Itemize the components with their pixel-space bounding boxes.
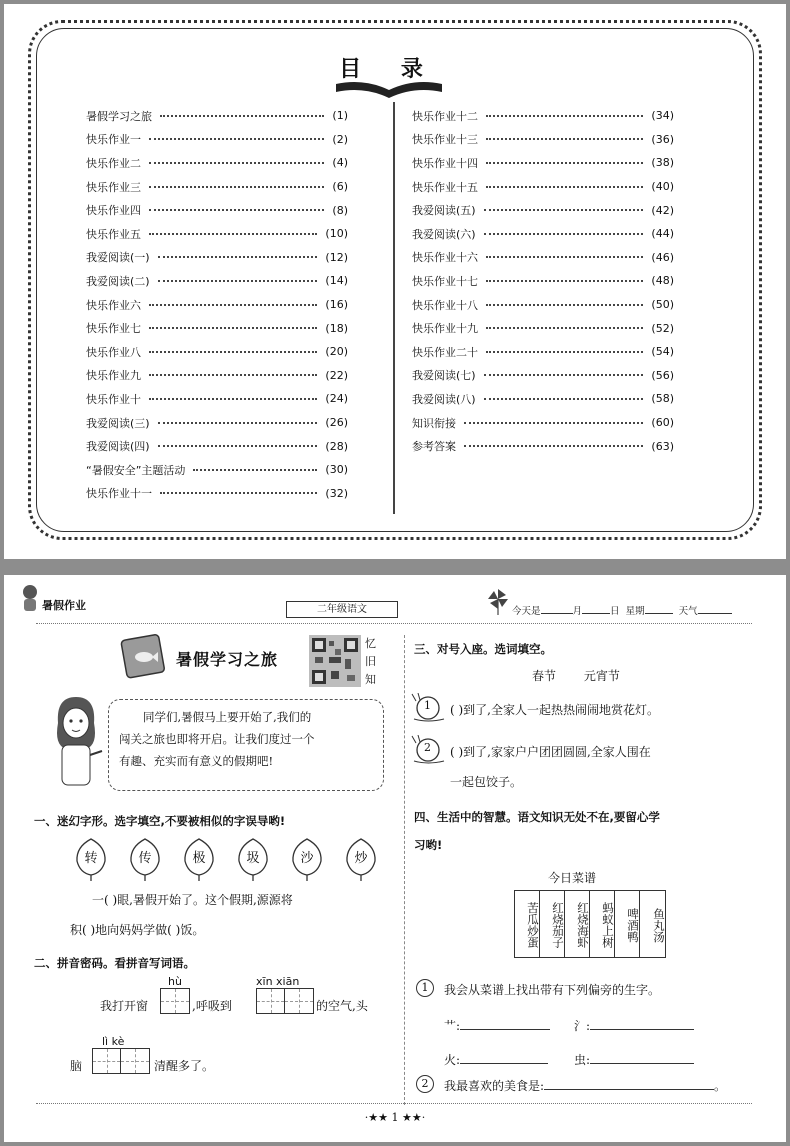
question-2-title: 二、拼音密码。看拼音写词语。 [34, 956, 195, 970]
toc-entry[interactable] [412, 175, 674, 199]
month-label: 月 [572, 606, 583, 617]
weekday-blank[interactable] [645, 604, 673, 614]
question-4-title: 四、生活中的智慧。语文知识无处不在,要留心学 [414, 810, 660, 824]
toc-leader-dots [486, 304, 643, 306]
toc-entry-page: (1) [332, 109, 348, 123]
leaf-char: 圾 [246, 851, 260, 866]
radical-water-row[interactable] [574, 1017, 694, 1034]
toc-entry[interactable] [412, 104, 674, 128]
toc-entry-title: 快乐作业六 [86, 298, 141, 312]
q3-item-1-number: 1 [424, 699, 431, 712]
toc-entry-page: (42) [651, 203, 674, 217]
toc-entry[interactable] [412, 364, 674, 388]
leaf-char-card[interactable] [344, 837, 378, 881]
toc-entry[interactable] [86, 246, 348, 270]
radical-grass-blank[interactable] [460, 1018, 550, 1030]
weather-label: 天气 [678, 606, 698, 617]
toc-entry[interactable] [86, 269, 348, 293]
toc-entry-title: 我爱阅读(六) [412, 227, 476, 241]
toc-entry[interactable] [86, 411, 348, 435]
toc-entry-page: (2) [332, 132, 348, 146]
toc-entry-page: (46) [651, 250, 674, 264]
radical-fire-blank[interactable] [460, 1052, 548, 1064]
radical-insect-row[interactable] [574, 1051, 694, 1068]
q3-item-2-cont: 一起包饺子。 [450, 775, 523, 789]
menu-dish: 鱼丸汤 [652, 907, 666, 943]
favorite-food-blank[interactable] [544, 1078, 714, 1090]
toc-leader-dots [149, 398, 317, 400]
toc-entry-title: 快乐作业十七 [412, 274, 478, 288]
toc-entry[interactable] [412, 151, 674, 175]
qr-code[interactable] [309, 635, 361, 687]
brand-title: 暑假作业 [42, 599, 86, 612]
leaf-char-card[interactable] [290, 837, 324, 881]
toc-entry-page: (26) [325, 416, 348, 430]
toc-entry[interactable] [86, 175, 348, 199]
toc-leader-dots [193, 469, 317, 471]
pinyin-like: lì kè [102, 1035, 125, 1048]
question-3-title: 三、对号入座。选词填空。 [414, 642, 552, 656]
menu-dish: 啤酒鸭 [615, 891, 640, 957]
toc-entry-page: (18) [325, 321, 348, 335]
toc-leader-dots [484, 233, 644, 235]
toc-entry-page: (50) [651, 298, 674, 312]
toc-entry[interactable] [412, 222, 674, 246]
toc-entry-title: 快乐作业三 [86, 180, 141, 194]
toc-entry-page: (40) [651, 180, 674, 194]
toc-page [4, 4, 786, 559]
toc-leader-dots [149, 138, 324, 140]
toc-entry-title: 快乐作业八 [86, 345, 141, 359]
page-header [4, 575, 786, 623]
page-footer [4, 1103, 786, 1133]
toc-entry-page: (48) [651, 274, 674, 288]
workbook-page [4, 575, 786, 1142]
leaf-char: 传 [138, 851, 152, 866]
toc-entry-title: 暑假学习之旅 [86, 109, 152, 123]
write-grid-hu[interactable] [160, 988, 190, 1014]
toc-entry-page: (52) [651, 321, 674, 335]
q4-sub-2: 我最喜欢的美食是: [444, 1079, 545, 1093]
weekday-label: 星期 [625, 606, 645, 617]
toc-entry-page: (32) [325, 486, 348, 500]
pinwheel-icon [488, 589, 508, 615]
toc-entry[interactable] [86, 387, 348, 411]
toc-entry-title: 快乐作业二十 [412, 345, 478, 359]
toc-leader-dots [158, 422, 318, 424]
toc-leader-dots [486, 186, 643, 188]
toc-leader-dots [158, 445, 318, 447]
toc-leader-dots [160, 492, 317, 494]
toc-leader-dots [149, 374, 317, 376]
toc-leader-dots [484, 398, 644, 400]
q1-sentence-1[interactable]: 一( )眼,暑假开始了。这个假期,源源将 [92, 893, 293, 907]
question-4-title-cont: 习哟! [414, 838, 443, 852]
menu-title: 今日菜谱 [548, 871, 597, 885]
toc-entry-page: (30) [325, 463, 348, 477]
toc-entry[interactable] [86, 293, 348, 317]
toc-entry-page: (56) [651, 368, 674, 382]
today-label: 今天是 [512, 606, 541, 617]
circle-number-2: 2 [416, 1075, 434, 1093]
toc-entry[interactable] [412, 434, 674, 458]
toc-leader-dots [484, 209, 644, 211]
question-1-title: 一、迷幻字形。选字填空,不要被相似的字误导哟! [34, 814, 286, 828]
toc-entry-page: (16) [325, 298, 348, 312]
toc-entry[interactable] [86, 458, 348, 482]
leaf-char-card[interactable] [182, 837, 216, 881]
toc-entry[interactable] [412, 246, 674, 270]
leaf-char: 炒 [354, 851, 368, 866]
toc-entry-page: (8) [332, 203, 348, 217]
toc-entry-page: (10) [325, 227, 348, 241]
toc-leader-dots [486, 256, 643, 258]
toc-entry[interactable] [86, 128, 348, 152]
toc-entry[interactable] [86, 482, 348, 506]
toc-entry-title: 快乐作业十四 [412, 156, 478, 170]
leaf-char: 极 [192, 851, 206, 866]
toc-entry[interactable] [412, 411, 674, 435]
page-number-value: 1 [391, 1111, 399, 1124]
toc-entry[interactable] [412, 340, 674, 364]
radical-grass-row[interactable] [444, 1017, 550, 1034]
toc-entry[interactable] [412, 293, 674, 317]
girl-illustration [46, 693, 106, 789]
toc-leader-dots [160, 115, 324, 117]
q4-sub-2-row[interactable]: 我最喜欢的美食是: 。 [444, 1079, 727, 1093]
leaf-char-card[interactable] [128, 837, 162, 881]
toc-entry[interactable] [86, 434, 348, 458]
toc-leader-dots [464, 422, 643, 424]
toc-entry-title: 快乐作业五 [86, 227, 141, 241]
leaf-char: 沙 [300, 851, 314, 866]
toc-entry-title: 我爱阅读(三) [86, 416, 150, 430]
leaf-char: 转 [84, 851, 98, 866]
leaf-char-card[interactable] [236, 837, 270, 881]
fish-book-icon [120, 633, 168, 679]
day-blank[interactable] [582, 604, 610, 614]
toc-leader-dots [484, 374, 644, 376]
toc-leader-dots [486, 351, 643, 353]
toc-entry-page: (24) [325, 392, 348, 406]
pinyin-hu: hù [168, 975, 182, 988]
toc-leader-dots [149, 351, 317, 353]
toc-entry-title: 快乐作业十九 [412, 322, 478, 336]
radical-fire: 火: [444, 1053, 461, 1067]
toc-entry-title: “暑假安全”主题活动 [86, 463, 186, 477]
q3-item-2-number: 2 [424, 741, 431, 754]
toc-entry[interactable] [412, 198, 674, 222]
toc-entry-title: 快乐作业十五 [412, 180, 478, 194]
toc-entry[interactable] [412, 128, 674, 152]
toc-leader-dots [149, 233, 317, 235]
q2-part-3: 的空气,头 [316, 999, 368, 1013]
toc-entry-page: (20) [325, 345, 348, 359]
toc-entry-page: (44) [651, 227, 674, 241]
qr-label: 忆旧知 [365, 637, 376, 686]
q4-sub-2-number [416, 1075, 434, 1093]
toc-leader-dots [149, 186, 324, 188]
word-choices: 春节 元宵节 [532, 669, 620, 683]
toc-column-divider [393, 102, 395, 514]
toc-entry-title: 快乐作业四 [86, 204, 141, 218]
toc-entry-title: 我爱阅读(七) [412, 369, 476, 383]
toc-leader-dots [486, 162, 643, 164]
toc-leader-dots [486, 327, 643, 329]
toc-leader-dots [149, 304, 317, 306]
toc-entry-title: 知识衔接 [412, 416, 456, 430]
toc-entry[interactable] [412, 269, 674, 293]
toc-entry-title: 我爱阅读(二) [86, 274, 150, 288]
toc-entry-page: (28) [325, 439, 348, 453]
toc-entry-page: (22) [325, 368, 348, 382]
toc-entry-title: 快乐作业十三 [412, 133, 478, 147]
toc-entry-page: (60) [651, 416, 674, 430]
write-grid-like[interactable] [92, 1048, 150, 1074]
footer-rule [36, 1103, 752, 1104]
toc-entry-title: 参考答案 [412, 440, 456, 454]
toc-entry-page: (36) [651, 132, 674, 146]
radical-insect-blank[interactable] [590, 1052, 694, 1064]
toc-entry-page: (12) [325, 250, 348, 264]
toc-entry-title: 快乐作业十二 [412, 109, 478, 123]
radical-fire-row[interactable] [444, 1051, 548, 1068]
toc-entry[interactable] [86, 316, 348, 340]
toc-entry[interactable] [86, 222, 348, 246]
grade-label: 二年级语文 [286, 601, 398, 618]
toc-entry-title: 快乐作业十六 [412, 251, 478, 265]
header-rule [36, 623, 752, 624]
lesson-title: 暑假学习之旅 [176, 650, 279, 669]
open-book-icon [334, 80, 444, 104]
radical-water-blank[interactable] [590, 1018, 694, 1030]
toc-entry-page: (38) [651, 156, 674, 170]
day-label: 日 [610, 606, 620, 617]
intro-line-1: 同学们,暑假马上要开始了,我们的 [143, 710, 312, 724]
menu-dish: 红烧茄子 [540, 891, 565, 957]
toc-entry-page: (58) [651, 392, 674, 406]
page-number: ·★★ 1 ★★· [364, 1111, 426, 1124]
menu-dish: 苦瓜炒蛋 [515, 891, 540, 957]
toc-entry-page: (54) [651, 345, 674, 359]
radical-water: 氵: [574, 1019, 591, 1033]
toc-entry-title: 我爱阅读(一) [86, 251, 150, 265]
date-weather-bar [512, 603, 732, 617]
toc-leader-dots [149, 327, 317, 329]
toc-entry-title: 我爱阅读(四) [86, 440, 150, 454]
q2-part-5: 清醒多了。 [154, 1059, 215, 1073]
intro-line-3: 有趣、充实而有意义的假期吧! [119, 754, 274, 768]
toc-leader-dots [149, 209, 324, 211]
toc-entry-title: 快乐作业十八 [412, 298, 478, 312]
q3-item-1[interactable]: ( )到了,全家人一起热热闹闹地赏花灯。 [450, 703, 659, 717]
circle-number-1: 1 [416, 979, 434, 997]
menu-dish: 红烧海虾 [565, 891, 590, 957]
toc-entry-page: (34) [651, 109, 674, 123]
pinyin-xinxian: xīn xiān [256, 975, 300, 988]
toc-entry[interactable] [86, 364, 348, 388]
toc-right-column [412, 104, 674, 458]
toc-entry[interactable] [412, 387, 674, 411]
q2-part-2: ,呼吸到 [192, 999, 232, 1013]
toc-entry[interactable] [412, 316, 674, 340]
toc-leader-dots [158, 256, 318, 258]
toc-leader-dots [464, 445, 643, 447]
toc-entry-page: (6) [332, 180, 348, 194]
leaf-char-card[interactable] [74, 837, 108, 881]
toc-entry-page: (63) [651, 439, 674, 453]
toc-entry-title: 快乐作业二 [86, 156, 141, 170]
toc-leader-dots [158, 280, 318, 282]
q4-sub-1-number [416, 979, 434, 997]
toc-left-column [86, 104, 348, 505]
toc-leader-dots [486, 115, 643, 117]
cartoon-kid-icon [18, 583, 42, 613]
toc-entry[interactable] [86, 340, 348, 364]
toc-entry-title: 我爱阅读(五) [412, 204, 476, 218]
intro-line-2: 闯关之旅也即将开启。让我们度过一个 [119, 732, 315, 746]
q2-part-1: 我打开窗 [100, 999, 149, 1013]
toc-entry-title: 快乐作业十 [86, 392, 141, 406]
toc-entry[interactable] [86, 151, 348, 175]
q3-item-2[interactable]: ( )到了,家家户户团团圆圆,全家人围在 [450, 745, 651, 759]
toc-entry-title: 快乐作业十一 [86, 487, 152, 501]
toc-leader-dots [486, 280, 643, 282]
q1-sentence-2[interactable]: 积( )地向妈妈学做( )饭。 [70, 923, 205, 937]
toc-entry-title: 我爱阅读(八) [412, 392, 476, 406]
toc-leader-dots [486, 138, 643, 140]
toc-leader-dots [149, 162, 324, 164]
toc-entry-page: (4) [332, 156, 348, 170]
month-blank[interactable] [541, 604, 573, 614]
toc-entry-page: (14) [325, 274, 348, 288]
weather-blank[interactable] [698, 604, 732, 614]
toc-entry-title: 快乐作业七 [86, 322, 141, 336]
q4-sub-1: 我会从菜谱上找出带有下列偏旁的生字。 [444, 983, 661, 997]
radical-grass: 艹: [444, 1019, 461, 1033]
intro-speech-bubble [108, 699, 384, 791]
toc-entry-title: 快乐作业九 [86, 369, 141, 383]
radical-insect: 虫: [574, 1053, 591, 1067]
q2-part-4: 脑 [70, 1059, 83, 1073]
column-divider [404, 635, 405, 1105]
menu-dish: 蚂蚁上树 [590, 891, 615, 957]
toc-entry[interactable] [86, 104, 348, 128]
toc-title: 目 录 [339, 57, 439, 82]
menu-table [514, 890, 666, 958]
toc-entry-title: 快乐作业一 [86, 133, 141, 147]
toc-entry[interactable] [86, 198, 348, 222]
write-grid-xinxian[interactable] [256, 988, 314, 1014]
